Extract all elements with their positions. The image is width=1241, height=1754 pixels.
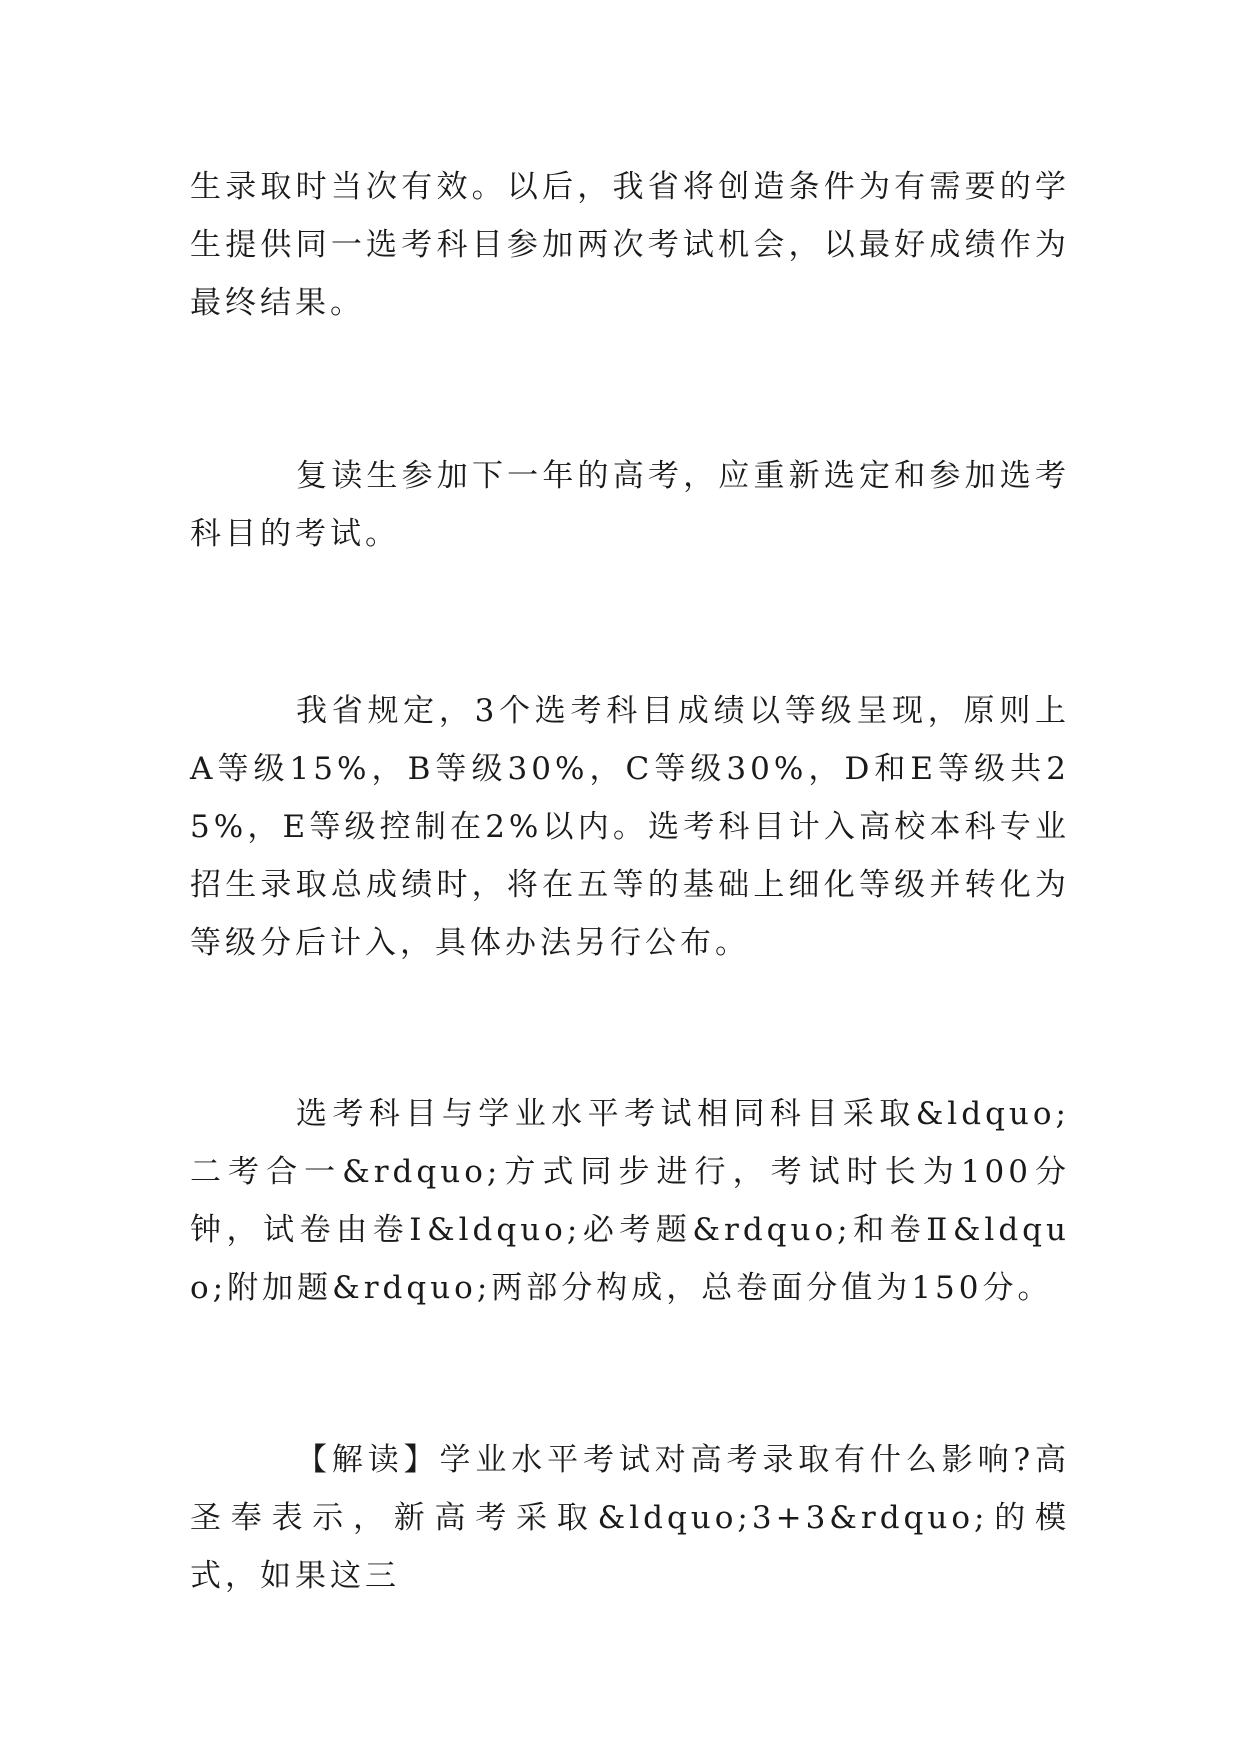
paragraph-interpretation: 【解读】学业水平考试对高考录取有什么影响?高圣奉表示，新高考采取&ldquo;3+3&rdquo;的模式，如果这三	[190, 1442, 1070, 1594]
paragraph-exam-format: 选考科目与学业水平考试相同科目采取&ldquo;二考合一&rdquo;方式同步进行，考试时长为100分钟，试卷由卷Ⅰ&ldquo;必考题&rdquo;和卷Ⅱ&ldquo;附加题&rdquo;两部分构成，总卷面分值为150分。	[190, 1096, 1070, 1306]
paragraph-repeat-students: 复读生参加下一年的高考，应重新选定和参加选考科目的考试。	[190, 458, 1070, 552]
paragraph-grade-levels: 我省规定，3个选考科目成绩以等级呈现，原则上A等级15%，B等级30%，C等级30%，D和E等级共25%，E等级控制在2%以内。选考科目计入高校本科专业招生录取总成绩时，将在五等的基础上细化等级并转化为等级分后计入，具体办法另行公布。	[190, 693, 1070, 961]
paragraph-continuation: 生录取时当次有效。以后，我省将创造条件为有需要的学生提供同一选考科目参加两次考试机会，以最好成绩作为最终结果。	[190, 169, 1070, 321]
